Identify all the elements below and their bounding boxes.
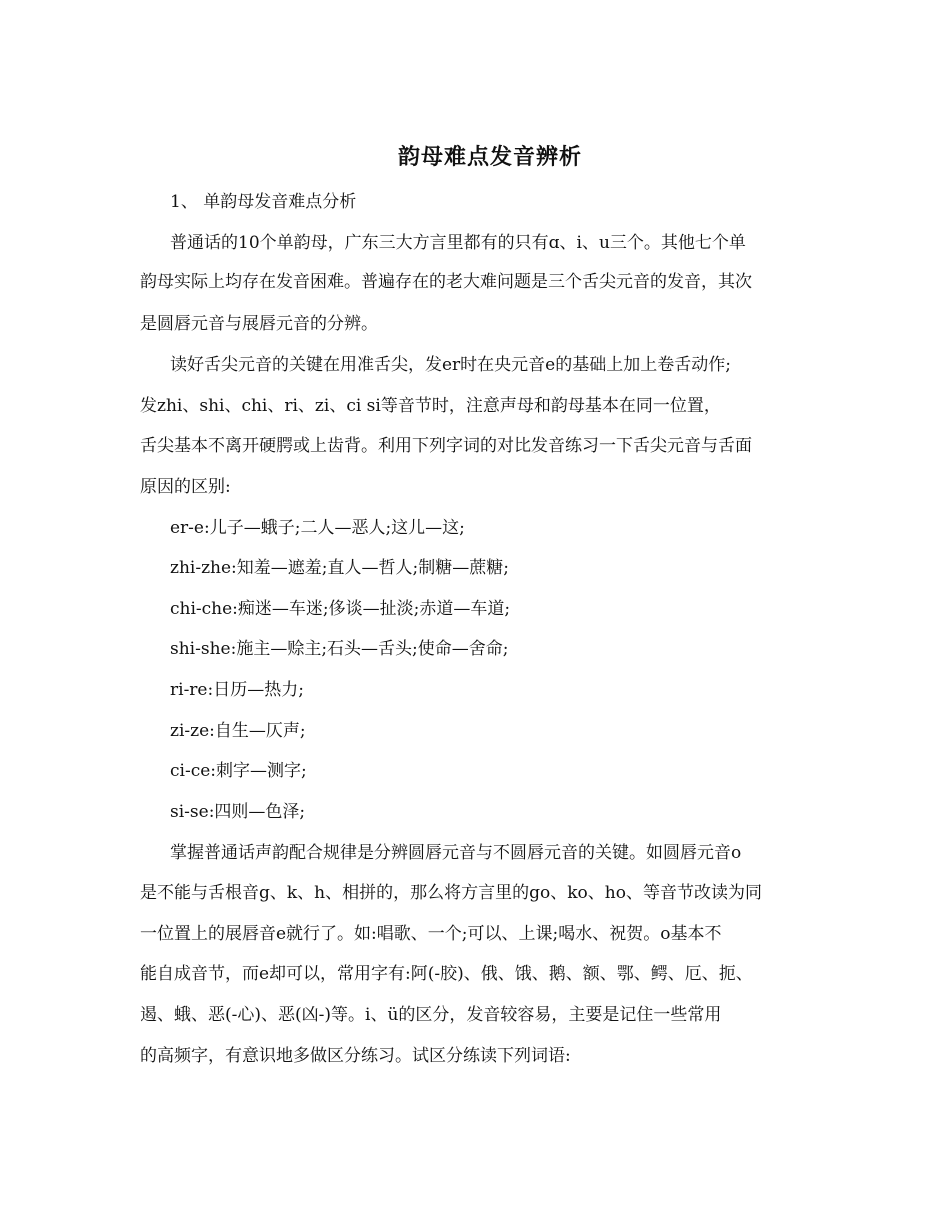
practice-line: er-e:儿子—蛾子;二人—恶人;这儿—这; [170,518,465,538]
paragraph-line: 发zhi、shi、chi、ri、zi、ci si等音节时，注意声母和韵母基本在同一位置， [140,396,721,416]
practice-line: si-se:四则—色泽; [170,802,306,822]
paragraph-line: 一位置上的展唇音e就行了。如:唱歌、一个;可以、上课;喝水、祝贺。o基本不 [140,924,722,944]
practice-line: ci-ce:刺字—测字; [170,761,307,781]
section-heading: 1、 单韵母发音难点分析 [170,192,357,212]
paragraph-line: 原因的区别: [140,477,231,497]
paragraph-line: 舌尖基本不离开硬腭或上齿背。利用下列字词的对比发音练习一下舌尖元音与舌面 [140,436,752,456]
paragraph-line: 普通话的10个单韵母，广东三大方言里都有的只有ɑ、i、u三个。其他七个单 [170,233,746,253]
practice-line: zi-ze:自生—仄声; [170,721,306,741]
paragraph-line: 的高频字，有意识地多做区分练习。试区分练读下列词语: [140,1046,571,1066]
paragraph-line: 能自成音节，而e却可以，常用字有:阿(-胶)、俄、饿、鹅、额、鄂、鳄、厄、扼、 [140,964,753,984]
paragraph-line: 是不能与舌根音g、k、h、相拼的，那么将方言里的go、ko、ho、等音节改读为同 [140,883,762,903]
document-title: 韵母难点发音辨析 [397,144,582,170]
paragraph-line: 遏、蛾、恶(-心)、恶(凶-)等。i、ü的区分，发音较容易，主要是记住一些常用 [140,1005,722,1025]
practice-line: chi-che:痴迷—车迷;侈谈—扯淡;赤道—车道; [170,599,511,619]
practice-line: ri-re:日历—热力; [170,680,304,700]
practice-line: zhi-zhe:知羞—遮羞;直人—哲人;制糖—蔗糖; [170,558,509,578]
practice-line: shi-she:施主—赊主;石头—舌头;使命—舍命; [170,639,509,659]
paragraph-line: 读好舌尖元音的关键在用准舌尖，发er时在央元音e的基础上加上卷舌动作; [170,355,731,375]
paragraph-line: 是圆唇元音与展唇元音的分辨。 [140,314,378,334]
paragraph-line: 掌握普通话声韵配合规律是分辨圆唇元音与不圆唇元音的关键。如圆唇元音o [170,843,742,863]
paragraph-line: 韵母实际上均存在发音困难。普遍存在的老大难问题是三个舌尖元音的发音，其次 [140,272,752,292]
